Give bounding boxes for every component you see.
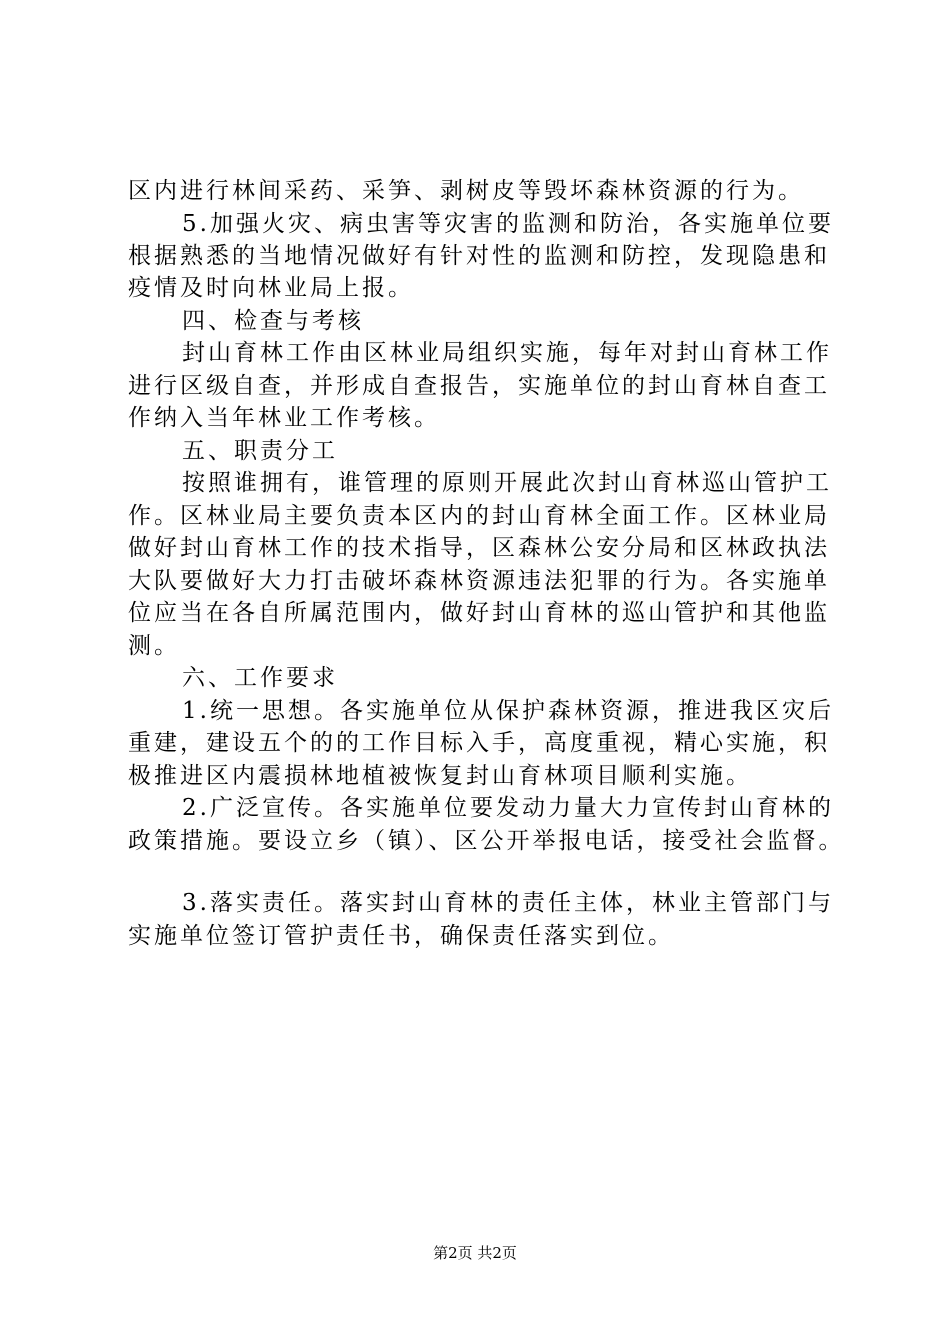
text-line: 位应当在各自所属范围内，做好封山育林的巡山管护和其他监 <box>128 600 830 626</box>
section-heading: 六、工作要求 <box>182 665 338 691</box>
text-line: 大队要做好大力打击破坏森林资源违法犯罪的行为。各实施单 <box>128 568 830 594</box>
text-line: 重建，建设五个的的工作目标入手，高度重视，精心实施，积 <box>128 730 830 756</box>
text-line: 疫情及时向林业局上报。 <box>128 275 414 301</box>
section-heading: 四、检查与考核 <box>182 308 364 334</box>
section-heading: 五、职责分工 <box>182 438 338 464</box>
text-line: 封山育林工作由区林业局组织实施，每年对封山育林工作 <box>182 340 832 366</box>
text-line: 作。区林业局主要负责本区内的封山育林全面工作。区林业局 <box>128 503 830 529</box>
text-line: 政策措施。要设立乡（镇）、区公开举报电话，接受社会监督。 <box>128 828 845 854</box>
text-line: 区内进行林间采药、采笋、剥树皮等毁坏森林资源的行为。 <box>128 178 804 204</box>
text-line: 按照谁拥有，谁管理的原则开展此次封山育林巡山管护工 <box>182 470 832 496</box>
text-line: 3.落实责任。落实封山育林的责任主体，林业主管部门与 <box>182 890 834 916</box>
text-line: 5.加强火灾、病虫害等灾害的监测和防治，各实施单位要 <box>182 211 834 237</box>
text-line: 实施单位签订管护责任书，确保责任落实到位。 <box>128 923 674 949</box>
text-line: 做好封山育林工作的技术指导，区森林公安分局和区林政执法 <box>128 535 830 561</box>
text-line: 测。 <box>128 633 180 659</box>
text-line: 极推进区内震损林地植被恢复封山育林项目顺利实施。 <box>128 763 752 789</box>
text-line: 进行区级自查，并形成自查报告，实施单位的封山育林自查工 <box>128 373 830 399</box>
text-line: 2.广泛宣传。各实施单位要发动力量大力宣传封山育林的 <box>182 795 834 821</box>
text-line: 1.统一思想。各实施单位从保护森林资源，推进我区灾后 <box>182 698 834 724</box>
page-footer: 第2页 共2页 <box>433 1244 517 1262</box>
text-line: 根据熟悉的当地情况做好有针对性的监测和防控，发现隐患和 <box>128 243 830 269</box>
text-line: 作纳入当年林业工作考核。 <box>128 405 440 431</box>
